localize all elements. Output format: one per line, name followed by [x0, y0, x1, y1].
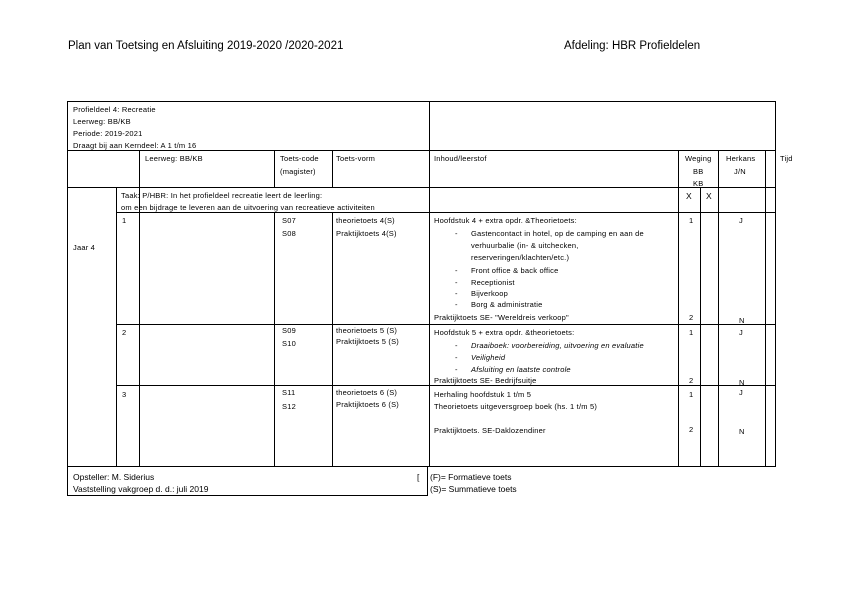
profieldeel-label: Profieldeel 4: Recreatie [73, 105, 156, 114]
bullet-dash: - [455, 278, 458, 287]
periode-label: Periode: 2019-2021 [73, 129, 143, 138]
col-header-tijd: Tijd [780, 154, 793, 163]
year-label: Jaar 4 [73, 243, 96, 252]
toets-code: S12 [282, 402, 296, 411]
toets-vorm: theorietoets 4(S) [336, 216, 395, 225]
bullet-text: Afsluiting en laatste controle [471, 365, 571, 374]
herkans-value: N [739, 427, 745, 436]
toets-code: S10 [282, 339, 296, 348]
task-line-1: Taak: P/HBR: In het profieldeel recreatie leert de leerling: [121, 191, 323, 200]
legend-formative: (F)= Formatieve toets [430, 472, 512, 482]
approval-label: Vaststelling vakgroep d. d.: juli 2019 [73, 484, 209, 494]
bullet-dash: - [455, 229, 458, 238]
content-heading-2: Theorietoets uitgeversgroep boek (hs. 1 t/m 5) [434, 402, 598, 411]
bullet-dash: - [455, 353, 458, 362]
herkans-value: J [739, 388, 743, 397]
toets-code: S07 [282, 216, 296, 225]
x-mark-1: X [686, 191, 692, 201]
content-tail: Praktijktoets SE- "Wereldreis verkoop" [434, 313, 569, 322]
toets-vorm: theorietoets 5 (S) [336, 326, 398, 335]
weight-value: 1 [689, 328, 694, 337]
herkans-value: J [739, 328, 743, 337]
herkans-value: N [739, 316, 745, 325]
col-header-toetscode: Toets-code [280, 154, 319, 163]
x-mark-2: X [706, 191, 712, 201]
toets-vorm: Praktijktoets 5 (S) [336, 337, 399, 346]
row-number: 1 [122, 216, 127, 225]
col-header-herkans: Herkans [726, 154, 756, 163]
herkans-value: J [739, 216, 743, 225]
col-header-leerweg: Leerweg: BB/KB [145, 154, 203, 163]
weight-value: 1 [689, 390, 694, 399]
bullet-dash: - [455, 300, 458, 309]
weight-value: 2 [689, 313, 694, 322]
content-heading: Herhaling hoofdstuk 1 t/m 5 [434, 390, 532, 399]
toets-vorm: theorietoets 6 (S) [336, 388, 398, 397]
content-heading: Hoofdstuk 4 + extra opdr. &Theorietoets: [434, 216, 577, 225]
toets-vorm: Praktijktoets 4(S) [336, 229, 397, 238]
toets-vorm: Praktijktoets 6 (S) [336, 400, 399, 409]
col-header-inhoud: Inhoud/leerstof [434, 154, 487, 163]
content-tail: Praktijktoets SE- Bedrijfsuitje [434, 376, 537, 385]
toets-code: S09 [282, 326, 296, 335]
author-label: Opsteller: M. Siderius [73, 472, 155, 482]
toets-code: S11 [282, 388, 296, 397]
bullet-text-cont: verhuurbalie (in- & uitchecken, [471, 241, 579, 250]
bullet-text: Front office & back office [471, 266, 559, 275]
row-number: 3 [122, 390, 127, 399]
bullet-text: Draaiboek: voorbereiding, uitvoering en evaluatie [471, 341, 644, 350]
bullet-text: Borg & administratie [471, 300, 543, 309]
task-line-2: om een bijdrage te leveren aan de uitvoering van recreatieve activiteiten [121, 203, 375, 212]
bullet-dash: - [455, 289, 458, 298]
department-label: Afdeling: HBR Profieldelen [564, 40, 701, 52]
col-header-magister: (magister) [280, 167, 316, 176]
bullet-text: Bijverkoop [471, 289, 509, 298]
herkans-value: N [739, 378, 745, 387]
content-heading: Hoofdstuk 5 + extra opdr. &theorietoets: [434, 328, 575, 337]
kerndeel-label: Draagt bij aan Kerndeel: A 1 t/m 16 [73, 141, 197, 150]
col-header-jn: J/N [734, 167, 746, 176]
bullet-text: Veiligheid [471, 353, 506, 362]
col-header-weging: Weging [685, 154, 712, 163]
bracket-mark: [ [417, 472, 420, 482]
bullet-dash: - [455, 266, 458, 275]
col-header-weging-bb: BB [693, 167, 704, 176]
bullet-text: Receptionist [471, 278, 515, 287]
toets-code: S08 [282, 229, 296, 238]
weight-value: 1 [689, 216, 694, 225]
leerweg-label: Leerweg: BB/KB [73, 117, 131, 126]
bullet-dash: - [455, 341, 458, 350]
row-number: 2 [122, 328, 127, 337]
weight-value: 2 [689, 376, 694, 385]
bullet-dash: - [455, 365, 458, 374]
weight-value: 2 [689, 425, 694, 434]
document-title: Plan van Toetsing en Afsluiting 2019-2020 /2020-2021 [68, 40, 344, 52]
bullet-text-cont: reserveringen/klachten/etc.) [471, 253, 570, 262]
bullet-text: Gastencontact in hotel, op de camping en aan de [471, 229, 644, 238]
legend-summative: (S)= Summatieve toets [430, 484, 517, 494]
col-header-weging-kb: KB [693, 179, 704, 188]
col-header-toetsvorm: Toets-vorm [336, 154, 376, 163]
content-tail: Praktijktoets. SE-Daklozendiner [434, 426, 546, 435]
